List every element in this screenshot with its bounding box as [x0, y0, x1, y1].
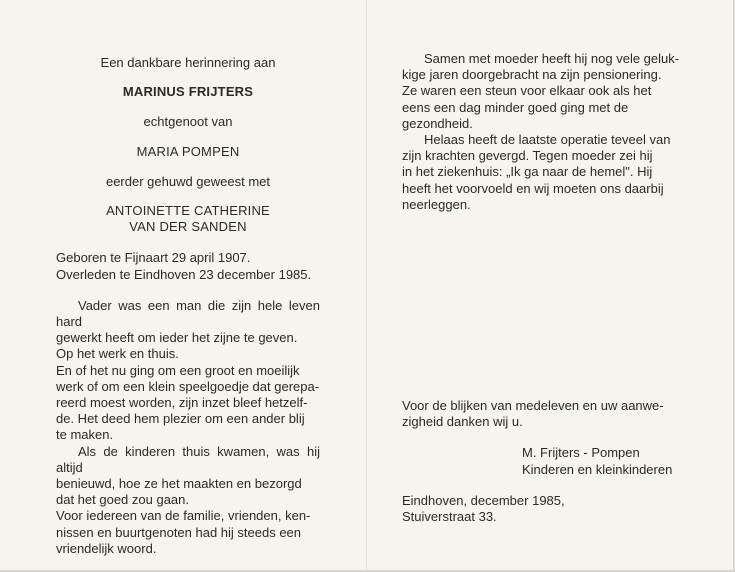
address: Stuiverstraat 33.: [402, 509, 497, 525]
text-line: Voor de blijken van medeleven en uw aanwe-: [402, 398, 664, 414]
text-line: eens een dag minder goed ging met de: [402, 99, 629, 115]
text-line: Helaas heeft de laatste operatie teveel van: [424, 132, 671, 148]
text-line: zijn krachten gevergd. Tegen moeder zei hij: [402, 148, 653, 164]
text-line: Voor iedereen van de familie, vrienden, ken-: [56, 508, 311, 524]
signature: [522, 445, 692, 477]
left-paragraph-1: [56, 298, 320, 363]
place-date: Eindhoven, december 1985,: [402, 492, 565, 508]
signature-line-2: Kinderen en kleinkinderen: [522, 461, 673, 477]
born-line: Geboren te Fijnaart 29 april 1907.: [56, 250, 251, 266]
text-line: Op het werk en thuis.: [56, 346, 179, 362]
text-line: werk of om een klein speelgoedje dat gerepa-: [56, 378, 320, 394]
spouse-label: echtgenoot van: [143, 114, 233, 130]
text-line: vriendelijk woord.: [56, 540, 157, 556]
left-page: [56, 55, 320, 557]
text-line: zigheid danken wij u.: [402, 414, 523, 430]
text-line: benieuwd, hoe ze het maakten en bezorgd: [56, 476, 302, 492]
died-line: Overleden te Eindhoven 23 december 1985.: [56, 266, 312, 282]
spouse-name: MARIA POMPEN: [136, 143, 240, 159]
text-line: te maken.: [56, 427, 114, 443]
text-line: de. Het deed hem plezier om een ander blij: [56, 411, 305, 427]
text-line: neerleggen.: [402, 196, 471, 212]
signature-line-1: M. Frijters - Pompen: [522, 445, 640, 461]
text-line: gewerkt heeft om ieder het zijne te geven.: [56, 330, 298, 346]
text-line: gezondheid.: [402, 115, 473, 131]
right-paragraph-2: [402, 132, 692, 213]
text-line: Ze waren een steun voor elkaar ook als het: [402, 83, 652, 99]
text-line: Samen met moeder heeft hij nog vele geluk-: [424, 51, 680, 66]
thanks-text: [402, 398, 692, 430]
text-line: heeft het voorvoeld en wij moeten ons daarbij: [402, 180, 664, 196]
previous-spouse-name-line2: VAN DER SANDEN: [129, 219, 247, 235]
text-line: reerd moest worden, zijn inzet bleef hetzelf-: [56, 395, 308, 411]
right-page: [402, 51, 692, 525]
left-paragraph-3: [56, 444, 320, 509]
previous-marriage-label: eerder gehuwd geweest met: [105, 173, 271, 189]
text-line: kige jaren doorgebracht na zijn pensionering.: [402, 67, 662, 83]
deceased-name: MARINUS FRIJTERS: [122, 84, 254, 100]
text-line: Vader was een man die zijn hele leven hard: [56, 297, 320, 330]
text-line: Als de kinderen thuis kwamen, was hij altijd: [56, 443, 320, 475]
text-line: nissen en buurtgenoten had hij steeds een: [56, 524, 302, 540]
text-line: dat het goed zou gaan.: [56, 492, 190, 508]
left-paragraph-2: [56, 363, 320, 444]
left-paragraph-4: [56, 508, 320, 557]
text-line: in het ziekenhuis: „Ik ga naar de hemel". Hij: [402, 164, 653, 180]
previous-spouse-name-line1: ANTOINETTE CATHERINE: [106, 203, 270, 219]
right-paragraph-1: [402, 51, 692, 132]
intro-text: Een dankbare herinnering aan: [100, 55, 276, 70]
card-fold: [366, 0, 367, 572]
text-line: En of het nu ging om een groot en moeilijk: [56, 362, 300, 378]
